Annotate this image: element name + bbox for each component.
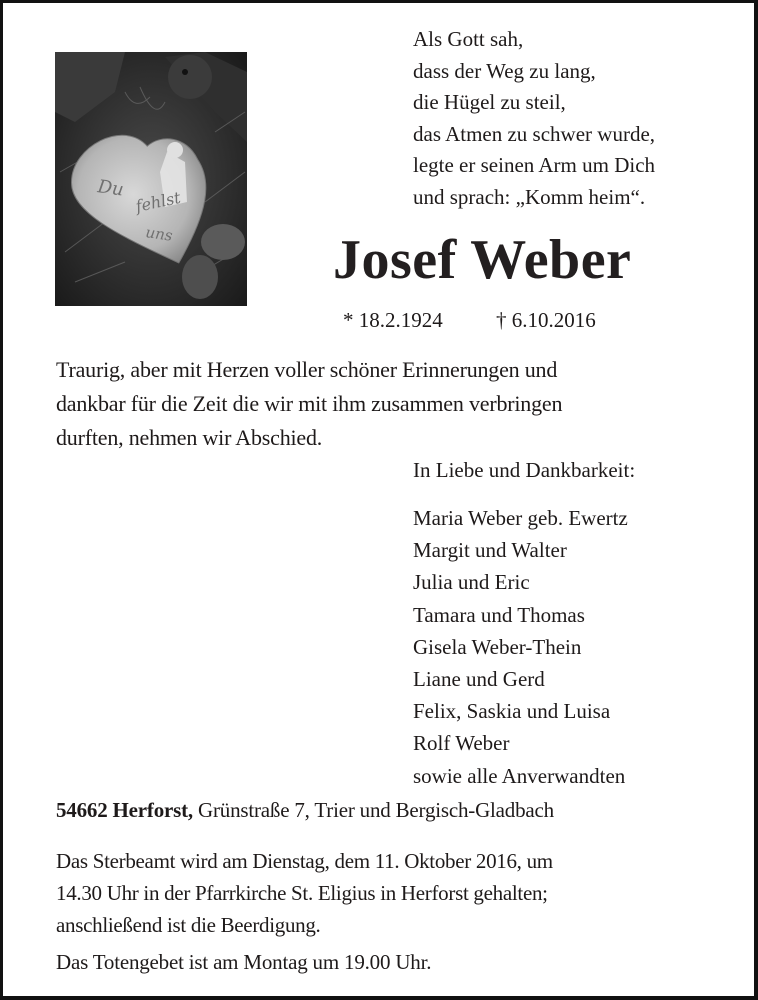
family-member: Rolf Weber bbox=[413, 731, 510, 756]
address-town: 54662 Herforst, bbox=[56, 798, 193, 822]
svg-text:uns: uns bbox=[144, 223, 174, 245]
poem-line: das Atmen zu schwer wurde, bbox=[413, 121, 656, 146]
poem-line: dass der Weg zu lang, bbox=[413, 58, 596, 83]
family-member: Gisela Weber-Thein bbox=[413, 634, 582, 659]
family-member: Tamara und Thomas bbox=[413, 602, 585, 627]
family-member: Maria Weber geb. Ewertz bbox=[413, 506, 628, 530]
birth-date: * 18.2.1924 bbox=[343, 308, 443, 332]
family-member: Margit und Walter bbox=[413, 538, 567, 563]
memorial-photo bbox=[55, 52, 247, 306]
family-member: Julia und Eric bbox=[413, 570, 530, 595]
family-member: Felix, Saskia und Luisa bbox=[413, 699, 611, 724]
address-line bbox=[56, 798, 554, 823]
service-line: Das Sterbeamt wird am Dienstag, dem 11. Oktober 2016, um bbox=[56, 849, 553, 873]
poem-line: Als Gott sah, bbox=[413, 27, 524, 51]
poem-line: die Hügel zu steil, bbox=[413, 90, 566, 114]
service-line: anschließend ist die Beerdigung. bbox=[56, 913, 321, 937]
prayer-info: Das Totengebet ist am Montag um 19.00 Uhr. bbox=[56, 950, 432, 974]
intro-text bbox=[56, 353, 716, 455]
poem-line: legte er seinen Arm um Dich bbox=[413, 153, 656, 177]
death-date: † 6.10.2016 bbox=[496, 308, 596, 332]
address-details: Grünstraße 7, Trier und Bergisch-Gladbach bbox=[192, 798, 554, 822]
intro-line: Traurig, aber mit Herzen voller schöner Erinnerungen und bbox=[56, 357, 558, 382]
poem bbox=[413, 24, 655, 213]
family-member: Liane und Gerd bbox=[413, 667, 545, 692]
service-line: 14.30 Uhr in der Pfarrkirche St. Eligius in Herforst gehalten; bbox=[56, 881, 548, 905]
intro-line: durften, nehmen wir Abschied. bbox=[56, 425, 323, 450]
poem-line: und sprach: „Komm heim“. bbox=[413, 184, 646, 209]
deceased-name: Josef Weber bbox=[333, 229, 632, 291]
svg-text:fehlst: fehlst bbox=[133, 187, 183, 216]
life-dates bbox=[343, 308, 596, 333]
intro-line: dankbar für die Zeit die wir mit ihm zusammen verbringen bbox=[56, 391, 563, 416]
family-list bbox=[413, 502, 628, 792]
stone-heart-image bbox=[55, 52, 247, 306]
svg-text:Du: Du bbox=[96, 176, 126, 201]
closing-phrase: In Liebe und Dankbarkeit: bbox=[413, 458, 636, 482]
service-info bbox=[56, 845, 553, 941]
family-member: sowie alle Anverwandten bbox=[413, 763, 626, 788]
